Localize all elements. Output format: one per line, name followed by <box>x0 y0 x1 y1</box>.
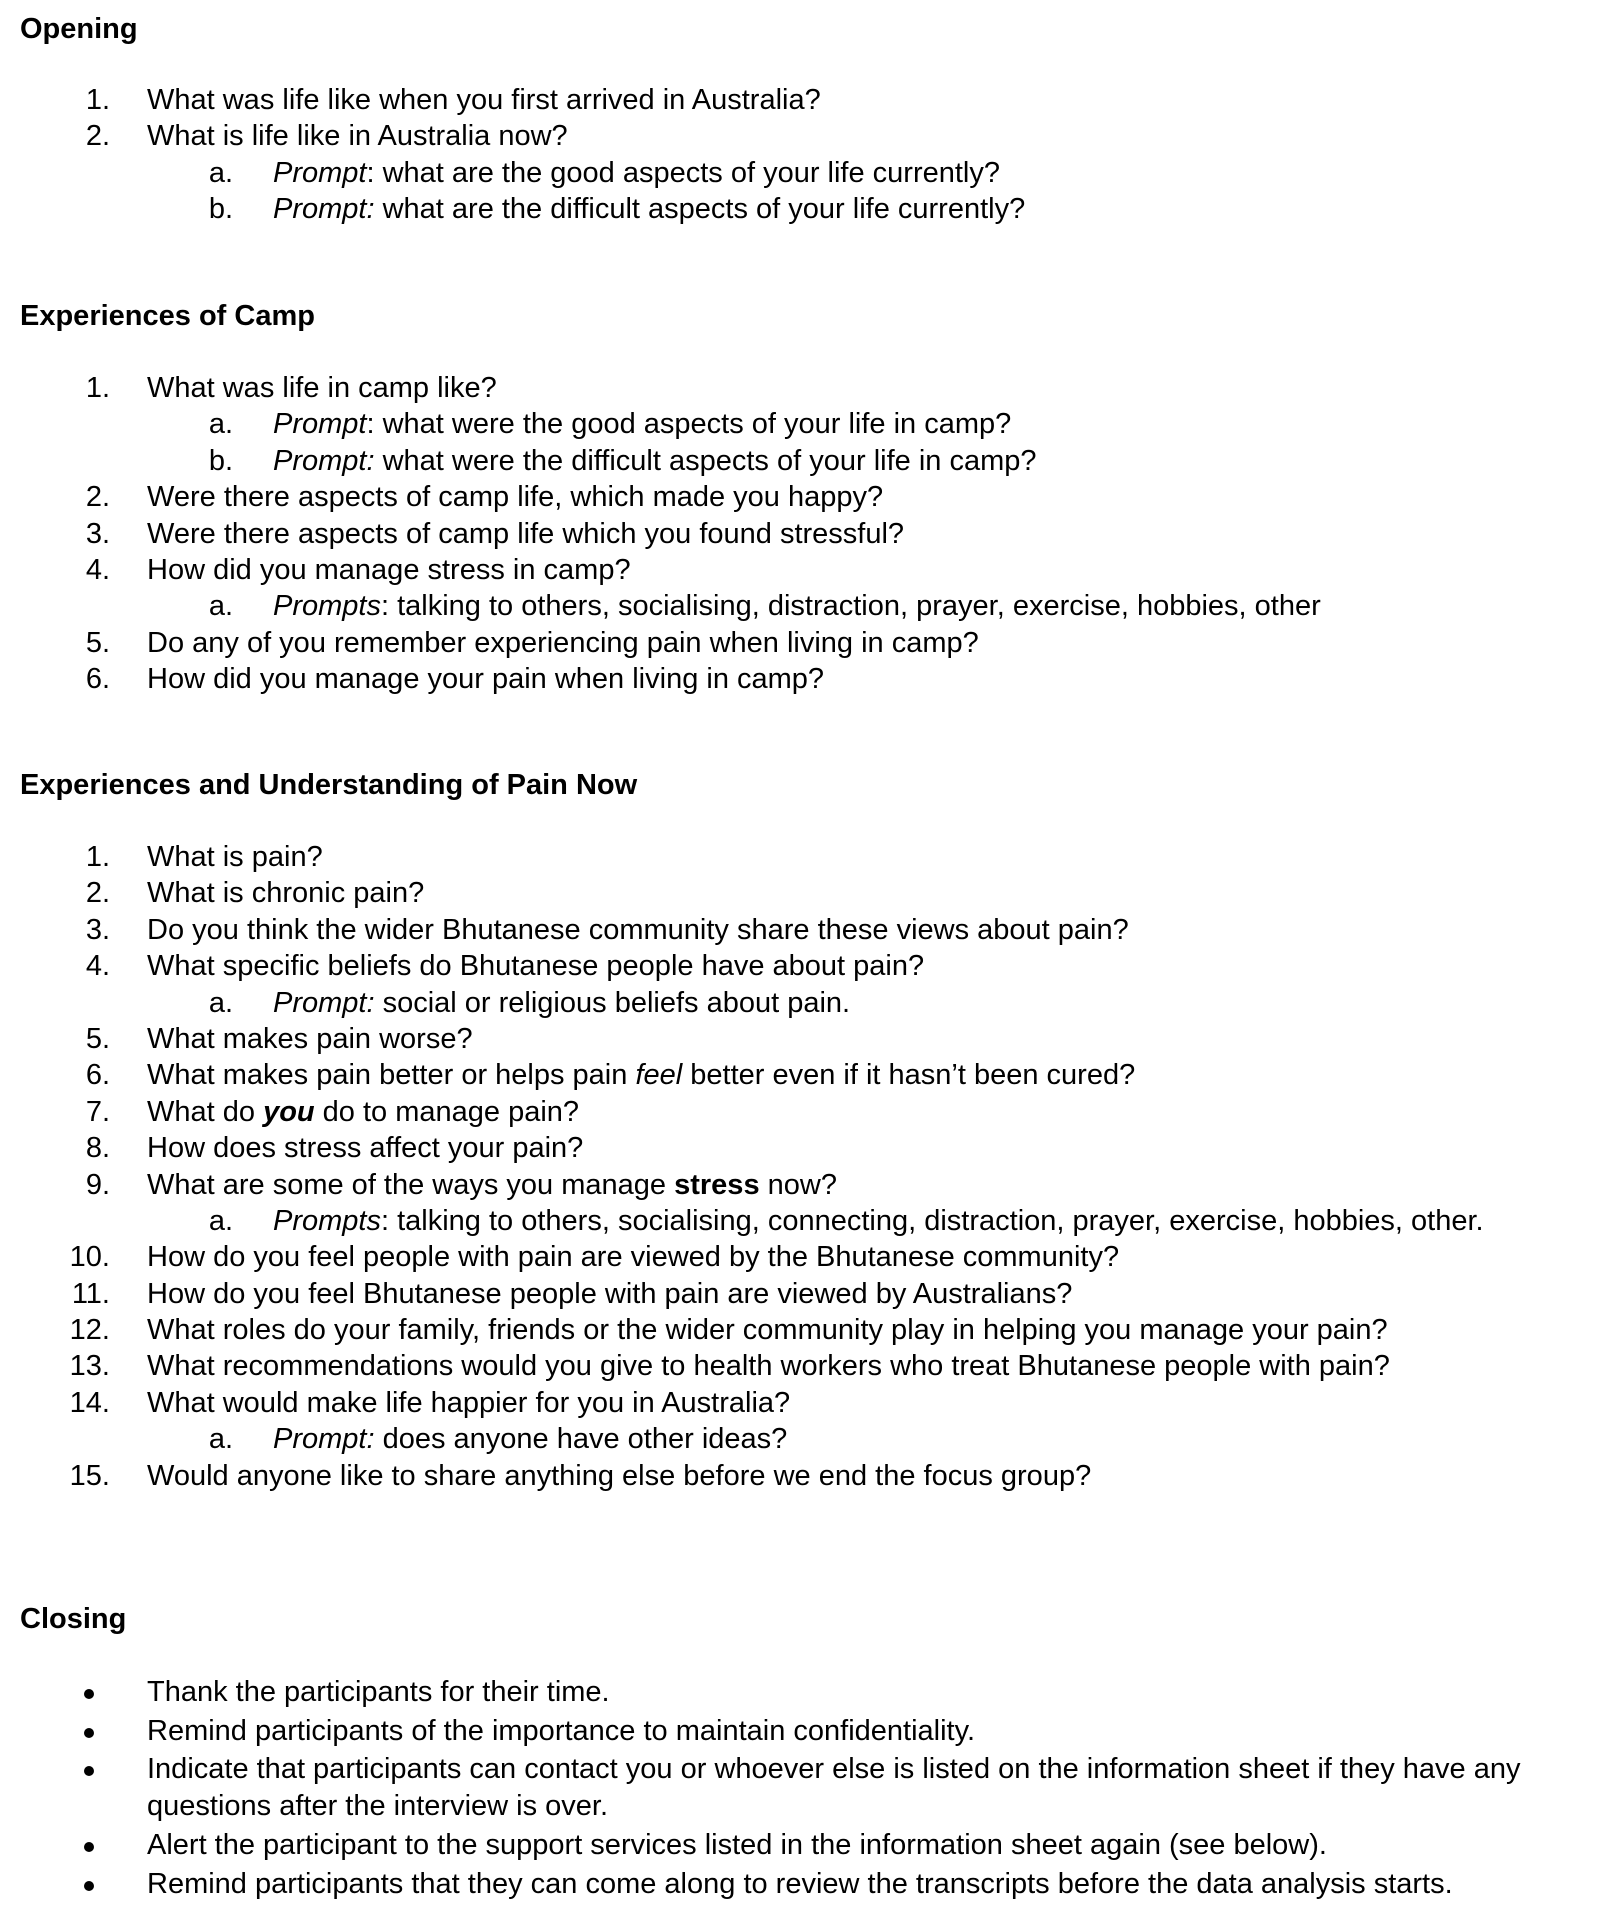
sub-item-text <box>273 1421 787 1457</box>
sub-list-item <box>0 985 1600 1021</box>
list-item <box>0 1057 1600 1093</box>
list-item <box>0 1239 1600 1275</box>
list-item <box>0 1276 1600 1312</box>
list-item <box>0 948 1600 984</box>
sub-item-letter: a. <box>208 1204 233 1237</box>
list-item <box>0 1094 1600 1130</box>
sub-item-letter: a. <box>208 1423 233 1456</box>
item-number: 1. <box>85 841 110 873</box>
list-item <box>0 1312 1600 1348</box>
item-text-part: What do <box>147 1095 264 1128</box>
bullet-icon <box>84 1766 94 1776</box>
sub-item-letter: a. <box>208 156 233 189</box>
sub-item-text <box>273 443 1037 479</box>
item-number: 1. <box>85 84 110 116</box>
item-text: What is pain? <box>147 841 323 873</box>
list-item <box>0 479 1600 515</box>
bullet-item <box>0 1751 1600 1827</box>
sub-item-text <box>273 1203 1484 1239</box>
item-number: 12. <box>69 1314 110 1347</box>
heading-closing: Closing <box>20 1603 127 1635</box>
item-text: What specific beliefs do Bhutanese people have about pain? <box>147 950 925 983</box>
item-number: 5. <box>85 626 110 659</box>
sub-list-item <box>0 155 1600 191</box>
sub-item-letter: b. <box>208 444 233 477</box>
item-text: How did you manage your pain when living in camp? <box>147 663 825 696</box>
sub-item-text <box>273 155 1000 191</box>
item-text: How do you feel people with pain are viewed by the Bhutanese community? <box>147 1241 1120 1274</box>
item-text: What is life like in Australia now? <box>147 120 568 153</box>
item-text: Do you think the wider Bhutanese community share these views about pain? <box>147 913 1129 946</box>
item-number: 10. <box>69 1241 110 1274</box>
bullet-text: Remind participants that they can come along to review the transcripts before the data analysis starts. <box>147 1867 1453 1900</box>
sub-item-letter: a. <box>208 590 233 623</box>
prompt-label: Prompt: <box>273 1423 375 1456</box>
sub-list-item <box>0 406 1600 442</box>
sub-item-text <box>273 588 1321 624</box>
item-text: How does stress affect your pain? <box>147 1132 584 1165</box>
prompt-text: does anyone have other ideas? <box>374 1423 788 1456</box>
item-text: What recommendations would you give to health workers who treat Bhutanese people with pain? <box>147 1350 1390 1383</box>
item-number: 4. <box>85 553 110 586</box>
sub-item-letter: b. <box>208 193 233 226</box>
bullet-item <box>0 1713 1600 1752</box>
sub-item-letter: a. <box>208 408 233 441</box>
list-item <box>0 552 1600 588</box>
item-number: 8. <box>85 1132 110 1165</box>
list-item <box>0 82 1600 118</box>
heading-experiences-of-camp: Experiences of Camp <box>20 300 315 332</box>
prompt-text: : what are the good aspects of your life currently? <box>366 156 1000 189</box>
closing-list <box>0 1674 1600 1904</box>
list-item <box>0 625 1600 661</box>
list-item <box>0 1130 1600 1166</box>
item-text-part: now? <box>759 1168 837 1201</box>
prompt-label: Prompt: <box>273 444 375 477</box>
item-text: Would anyone like to share anything else before we end the focus group? <box>147 1459 1092 1492</box>
sub-item-text <box>273 985 850 1021</box>
item-number: 13. <box>69 1350 110 1383</box>
bullet-text: Remind participants of the importance to maintain confidentiality. <box>147 1714 976 1747</box>
item-number: 9. <box>85 1168 110 1201</box>
emphasis-you: you <box>263 1095 315 1128</box>
list-item <box>0 661 1600 697</box>
prompt-text: : talking to others, socialising, distraction, prayer, exercise, hobbies, other <box>380 590 1321 623</box>
item-number: 2. <box>85 481 110 514</box>
bullet-icon <box>84 1842 94 1852</box>
item-text-part: What makes pain better or helps pain <box>147 1059 636 1092</box>
item-text: What is chronic pain? <box>147 877 425 910</box>
bullet-item <box>0 1866 1600 1905</box>
sub-item-text <box>273 191 1025 227</box>
list-item <box>0 839 1600 875</box>
prompt-text: social or religious beliefs about pain. <box>374 986 851 1019</box>
item-text <box>147 1167 837 1203</box>
camp-list <box>0 370 1600 698</box>
list-item <box>0 118 1600 154</box>
item-number: 4. <box>85 950 110 983</box>
list-item <box>0 912 1600 948</box>
item-text: What makes pain worse? <box>147 1022 473 1055</box>
list-item <box>0 875 1600 911</box>
prompt-text: what are the difficult aspects of your life currently? <box>374 193 1026 226</box>
item-text: What roles do your family, friends or the wider community play in helping you manage your pain? <box>147 1314 1388 1347</box>
prompt-text: what were the difficult aspects of your life in camp? <box>374 444 1037 477</box>
bullet-icon <box>84 1881 94 1891</box>
item-number: 3. <box>85 517 110 550</box>
prompt-text: : what were the good aspects of your life in camp? <box>366 408 1012 441</box>
item-text: Were there aspects of camp life which you found stressful? <box>147 517 905 550</box>
item-number: 2. <box>85 877 110 910</box>
item-text <box>147 1094 579 1130</box>
list-item <box>0 1348 1600 1384</box>
sub-item-text <box>273 406 1011 442</box>
item-number: 14. <box>69 1386 110 1419</box>
list-item <box>0 370 1600 406</box>
opening-list <box>0 82 1600 228</box>
item-text-part: What are some of the ways you manage <box>147 1168 675 1201</box>
heading-opening: Opening <box>20 13 138 45</box>
emphasis-stress: stress <box>674 1168 760 1201</box>
prompt-text: : talking to others, socialising, connecting, distraction, prayer, exercise, hobbies, other. <box>380 1204 1484 1237</box>
item-text: What was life like when you first arrived in Australia? <box>147 84 821 116</box>
prompt-label: Prompts <box>273 590 381 623</box>
sub-list-item <box>0 191 1600 227</box>
item-number: 1. <box>85 372 110 404</box>
item-text-part: do to manage pain? <box>314 1095 580 1128</box>
list-item <box>0 1167 1600 1203</box>
prompt-label: Prompt <box>273 156 367 189</box>
prompt-label: Prompt: <box>273 193 375 226</box>
bullet-text: Indicate that participants can contact you or whoever else is listed on the information sheet if they have any questions after the interview is over. <box>147 1753 1521 1822</box>
list-item <box>0 1458 1600 1494</box>
bullet-item <box>0 1827 1600 1866</box>
prompt-label: Prompt <box>273 408 367 441</box>
bullet-icon <box>84 1728 94 1738</box>
bullet-text: Alert the participant to the support services listed in the information sheet again (see below). <box>147 1829 1327 1862</box>
sub-list-item <box>0 1203 1600 1239</box>
item-text: Were there aspects of camp life, which made you happy? <box>147 481 884 514</box>
sub-list-item <box>0 1421 1600 1457</box>
list-item <box>0 1021 1600 1057</box>
item-text: What would make life happier for you in Australia? <box>147 1386 791 1419</box>
item-number: 6. <box>85 663 110 696</box>
item-text-part: better even if it hasn’t been cured? <box>682 1059 1136 1092</box>
sub-item-letter: a. <box>208 986 233 1019</box>
item-number: 7. <box>85 1095 110 1128</box>
item-text: How do you feel Bhutanese people with pain are viewed by Australians? <box>147 1277 1073 1310</box>
item-number: 5. <box>85 1022 110 1055</box>
list-item <box>0 516 1600 552</box>
item-number: 11. <box>71 1277 110 1310</box>
item-text: Do any of you remember experiencing pain when living in camp? <box>147 626 979 659</box>
item-text <box>147 1057 1135 1093</box>
bullet-icon <box>84 1689 94 1699</box>
prompt-label: Prompt: <box>273 986 375 1019</box>
prompt-label: Prompts <box>273 1204 381 1237</box>
sub-list-item <box>0 588 1600 624</box>
item-number: 2. <box>85 120 110 153</box>
item-number: 15. <box>69 1459 110 1492</box>
list-item <box>0 1385 1600 1421</box>
pain-list <box>0 839 1600 1494</box>
bullet-text: Thank the participants for their time. <box>147 1676 610 1708</box>
item-text: What was life in camp like? <box>147 372 497 404</box>
item-text: How did you manage stress in camp? <box>147 553 631 586</box>
item-number: 6. <box>85 1059 110 1092</box>
heading-pain-now: Experiences and Understanding of Pain Now <box>20 769 638 801</box>
sub-list-item <box>0 443 1600 479</box>
emphasis-feel: feel <box>635 1059 683 1092</box>
item-number: 3. <box>85 913 110 946</box>
bullet-item <box>0 1674 1600 1713</box>
